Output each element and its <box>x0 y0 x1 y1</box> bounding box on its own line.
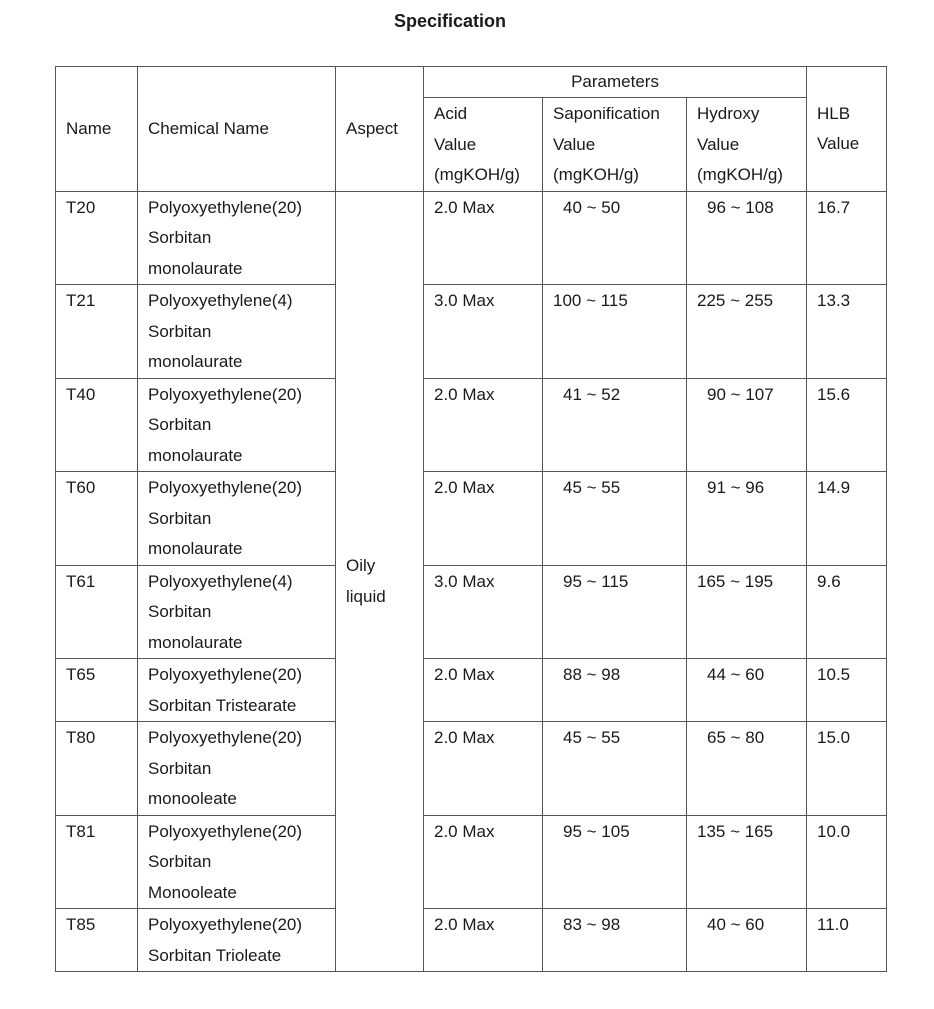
cell-hlb-value: 14.9 <box>807 472 887 566</box>
cell-saponification-value: 95 ~ 115 <box>543 565 687 659</box>
cell-name: T61 <box>56 565 138 659</box>
cell-chemical-name <box>138 191 336 285</box>
table-header <box>56 67 887 192</box>
cell-name: T65 <box>56 659 138 722</box>
header-sap-line: (mgKOH/g) <box>553 165 639 184</box>
cell-name: T21 <box>56 285 138 379</box>
cell-saponification-value: 88 ~ 98 <box>543 659 687 722</box>
cell-saponification-value: 45 ~ 55 <box>543 472 687 566</box>
cell-acid-value: 2.0 Max <box>424 722 543 816</box>
chem-line: monolaurate <box>148 258 243 278</box>
chem-line: Polyoxyethylene(20) <box>148 915 303 934</box>
header-acid-line: Acid <box>434 104 468 123</box>
header-sap-line: Value <box>553 134 596 154</box>
chem-line: Sorbitan Trioleate <box>148 945 282 965</box>
cell-aspect <box>336 191 424 972</box>
cell-acid-value: 2.0 Max <box>424 378 543 472</box>
page-title: Specification <box>393 11 507 31</box>
chem-line: Sorbitan <box>148 852 212 871</box>
cell-name: T81 <box>56 815 138 909</box>
chem-line: Polyoxyethylene(20) <box>148 665 303 684</box>
chem-line: monooleate <box>148 789 237 808</box>
cell-hlb-value: 15.6 <box>807 378 887 472</box>
chem-line: Polyoxyethylene(20) <box>148 197 303 217</box>
cell-chemical-name <box>138 722 336 816</box>
cell-hlb-value: 16.7 <box>807 191 887 285</box>
cell-name: T60 <box>56 472 138 566</box>
header-hlb-line: Value <box>817 134 860 154</box>
cell-saponification-value: 45 ~ 55 <box>543 722 687 816</box>
chem-line: monolaurate <box>148 632 243 652</box>
cell-hlb-value: 15.0 <box>807 722 887 816</box>
table-row <box>56 191 887 285</box>
cell-saponification-value: 95 ~ 105 <box>543 815 687 909</box>
cell-acid-value: 2.0 Max <box>424 472 543 566</box>
cell-acid-value: 2.0 Max <box>424 191 543 285</box>
chem-line: Polyoxyethylene(20) <box>148 728 303 747</box>
cell-hlb-value: 11.0 <box>807 909 887 972</box>
cell-saponification-value: 83 ~ 98 <box>543 909 687 972</box>
cell-name: T20 <box>56 191 138 285</box>
chem-line: Sorbitan <box>148 415 212 434</box>
table-row <box>56 565 887 659</box>
cell-chemical-name <box>138 659 336 722</box>
cell-hlb-value: 13.3 <box>807 285 887 379</box>
header-saponification-value <box>543 98 687 192</box>
table-row <box>56 472 887 566</box>
chem-line: Sorbitan <box>148 321 212 341</box>
cell-hydroxy-value: 96 ~ 108 <box>687 191 807 285</box>
cell-name: T40 <box>56 378 138 472</box>
header-acid-line: (mgKOH/g) <box>434 165 520 184</box>
cell-chemical-name <box>138 285 336 379</box>
header-hydroxy-value <box>687 98 807 192</box>
cell-chemical-name <box>138 472 336 566</box>
specification-table <box>55 66 887 972</box>
cell-hydroxy-value: 225 ~ 255 <box>687 285 807 379</box>
cell-acid-value: 2.0 Max <box>424 815 543 909</box>
cell-name: T85 <box>56 909 138 972</box>
cell-chemical-name <box>138 378 336 472</box>
chem-line: Sorbitan <box>148 758 212 778</box>
header-chemical-name: Chemical Name <box>138 67 336 192</box>
cell-acid-value: 2.0 Max <box>424 909 543 972</box>
cell-saponification-value: 41 ~ 52 <box>543 378 687 472</box>
table-row <box>56 722 887 816</box>
chem-line: Monooleate <box>148 882 237 902</box>
cell-hlb-value: 10.0 <box>807 815 887 909</box>
header-acid-line: Value <box>434 134 477 154</box>
table-row <box>56 909 887 972</box>
header-parameters: Parameters <box>424 67 807 98</box>
header-hyd-line: Hydroxy <box>697 104 760 123</box>
cell-hydroxy-value: 40 ~ 60 <box>687 909 807 972</box>
header-hyd-line: Value <box>697 134 740 154</box>
chem-line: Sorbitan Tristearate <box>148 695 297 715</box>
table-row <box>56 285 887 379</box>
cell-saponification-value: 100 ~ 115 <box>543 285 687 379</box>
cell-acid-value: 3.0 Max <box>424 285 543 379</box>
table-row <box>56 659 887 722</box>
chem-line: monolaurate <box>148 539 243 558</box>
chem-line: Sorbitan <box>148 228 212 247</box>
header-hlb-value <box>807 67 887 192</box>
table-body <box>56 191 887 972</box>
header-acid-value <box>424 98 543 192</box>
table-row <box>56 378 887 472</box>
cell-saponification-value: 40 ~ 50 <box>543 191 687 285</box>
cell-hydroxy-value: 135 ~ 165 <box>687 815 807 909</box>
chem-line: Polyoxyethylene(4) <box>148 571 293 591</box>
header-sap-line: Saponification <box>553 104 660 123</box>
chem-line: Polyoxyethylene(20) <box>148 384 303 404</box>
cell-acid-value: 3.0 Max <box>424 565 543 659</box>
chem-line: Polyoxyethylene(20) <box>148 478 303 497</box>
cell-hlb-value: 10.5 <box>807 659 887 722</box>
table-row <box>56 815 887 909</box>
cell-hydroxy-value: 91 ~ 96 <box>687 472 807 566</box>
chem-line: Sorbitan <box>148 508 212 528</box>
header-aspect: Aspect <box>336 67 424 192</box>
cell-hydroxy-value: 65 ~ 80 <box>687 722 807 816</box>
chem-line: monolaurate <box>148 445 243 465</box>
cell-hydroxy-value: 90 ~ 107 <box>687 378 807 472</box>
header-hyd-line: (mgKOH/g) <box>697 165 783 184</box>
cell-chemical-name <box>138 565 336 659</box>
chem-line: Sorbitan <box>148 602 212 621</box>
cell-hlb-value: 9.6 <box>807 565 887 659</box>
chem-line: monolaurate <box>148 352 243 371</box>
cell-name: T80 <box>56 722 138 816</box>
aspect-line: Oily <box>346 556 376 576</box>
cell-chemical-name <box>138 815 336 909</box>
cell-acid-value: 2.0 Max <box>424 659 543 722</box>
cell-chemical-name <box>138 909 336 972</box>
cell-hydroxy-value: 165 ~ 195 <box>687 565 807 659</box>
cell-hydroxy-value: 44 ~ 60 <box>687 659 807 722</box>
header-hlb-line: HLB <box>817 103 851 123</box>
chem-line: Polyoxyethylene(20) <box>148 821 303 841</box>
header-name: Name <box>56 67 138 192</box>
aspect-line: liquid <box>346 586 386 606</box>
chem-line: Polyoxyethylene(4) <box>148 291 293 310</box>
